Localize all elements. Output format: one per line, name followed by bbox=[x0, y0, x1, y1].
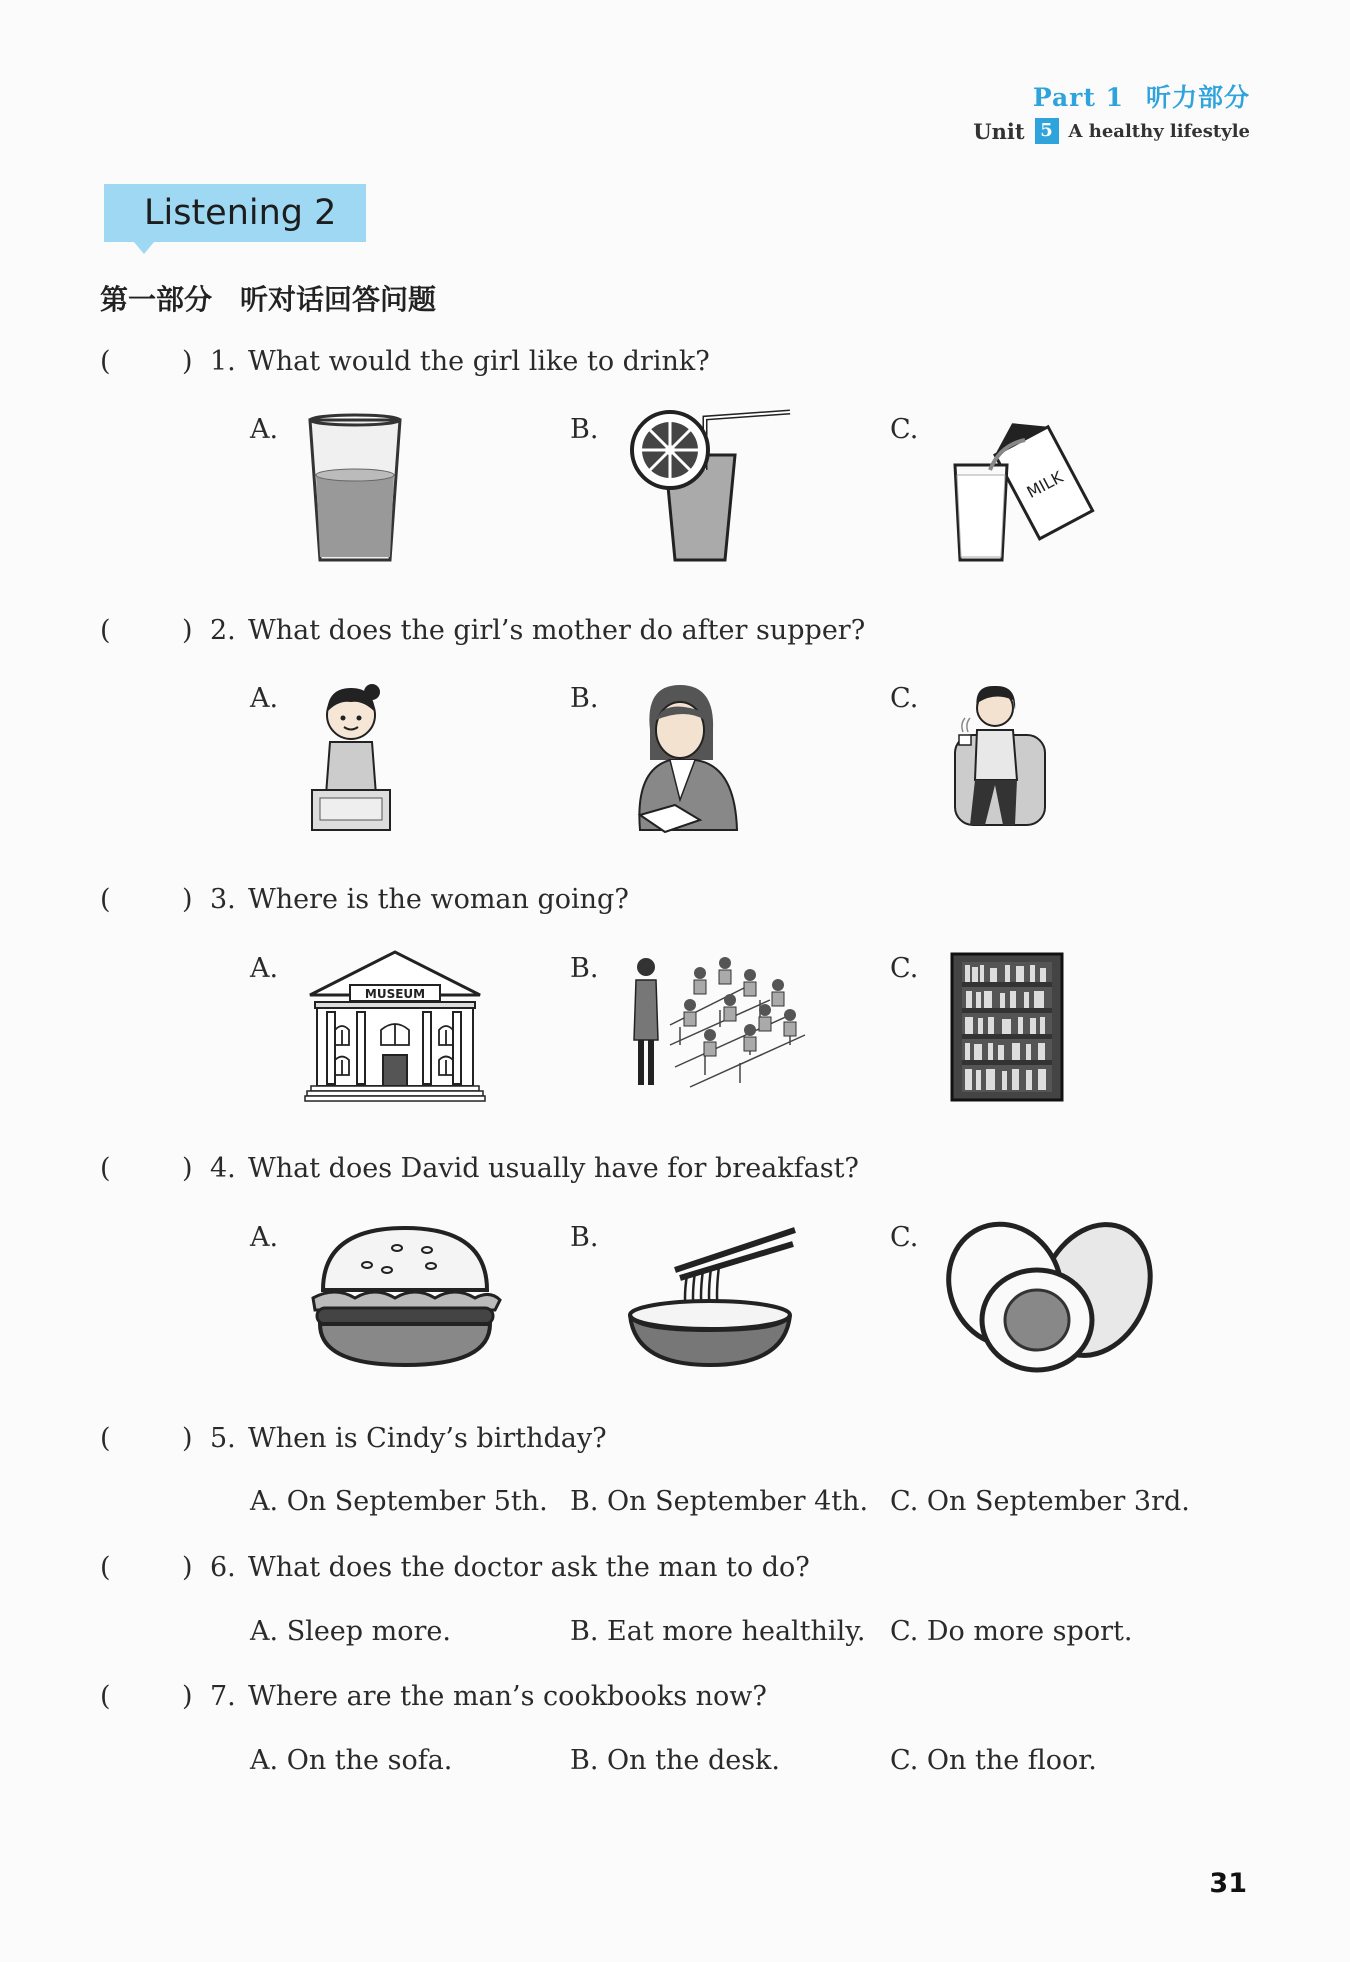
option-b-label: B. bbox=[570, 414, 599, 445]
question-4 bbox=[100, 1153, 859, 1184]
unit-number-badge: 5 bbox=[1035, 118, 1059, 144]
answer-paren-open: ( bbox=[100, 884, 111, 915]
option-a-label: A. bbox=[250, 953, 279, 984]
question-text: Where is the woman going? bbox=[248, 884, 629, 915]
option-a-text: On the sofa. bbox=[286, 1745, 453, 1776]
option-c-label: C. bbox=[890, 1486, 919, 1517]
option-a-text: Sleep more. bbox=[286, 1616, 451, 1647]
answer-paren-close: ) bbox=[182, 615, 193, 646]
listening-tag: Listening 2 bbox=[104, 184, 366, 242]
question-text: When is Cindy’s birthday? bbox=[248, 1423, 607, 1454]
question-5 bbox=[100, 1423, 607, 1454]
option-b-label: B. bbox=[570, 1616, 599, 1647]
question-number: 7. bbox=[210, 1681, 236, 1712]
option-b-label: B. bbox=[570, 953, 599, 984]
answer-paren-open: ( bbox=[100, 1153, 111, 1184]
museum-sign: MUSEUM bbox=[364, 987, 426, 1001]
answer-paren-open: ( bbox=[100, 1681, 111, 1712]
part-label-cn: 听力部分 bbox=[1145, 83, 1250, 112]
option-c bbox=[890, 1486, 1190, 1517]
answer-paren-close: ) bbox=[182, 1681, 193, 1712]
answer-paren-close: ) bbox=[182, 1153, 193, 1184]
option-c-text: Do more sport. bbox=[926, 1616, 1133, 1647]
option-c-label: C. bbox=[890, 683, 919, 714]
museum-building-icon bbox=[305, 950, 485, 1102]
milk-carton-text: MILK bbox=[1023, 467, 1066, 502]
option-a-label: A. bbox=[250, 1616, 279, 1647]
question-number: 1. bbox=[210, 346, 236, 377]
option-c-text: On the floor. bbox=[926, 1745, 1097, 1776]
question-3 bbox=[100, 884, 629, 915]
answer-paren-open: ( bbox=[100, 1423, 111, 1454]
option-a-label: A. bbox=[250, 1222, 279, 1253]
question-2 bbox=[100, 615, 865, 646]
option-c bbox=[890, 1616, 1132, 1647]
option-c-label: C. bbox=[890, 414, 919, 445]
question-number: 2. bbox=[210, 615, 236, 646]
unit-label: Unit bbox=[973, 118, 1025, 144]
option-c-label: C. bbox=[890, 1616, 919, 1647]
drinking-tea-in-armchair-icon bbox=[945, 680, 1045, 835]
question-number: 4. bbox=[210, 1153, 236, 1184]
hamburger-icon bbox=[305, 1220, 505, 1370]
header-part bbox=[1033, 78, 1250, 114]
option-b bbox=[570, 1486, 868, 1517]
option-a-label: A. bbox=[250, 414, 279, 445]
question-text: What does the girl’s mother do after supper? bbox=[248, 615, 866, 646]
option-c-label: C. bbox=[890, 1745, 919, 1776]
juice-glass-icon bbox=[305, 415, 405, 565]
option-a bbox=[250, 1616, 451, 1647]
option-a bbox=[250, 1745, 452, 1776]
answer-paren-open: ( bbox=[100, 615, 111, 646]
option-a-text: On September 5th. bbox=[286, 1486, 548, 1517]
unit-name: A healthy lifestyle bbox=[1068, 120, 1250, 142]
option-c-label: C. bbox=[890, 953, 919, 984]
question-number: 3. bbox=[210, 884, 236, 915]
option-b-text: Eat more healthily. bbox=[607, 1616, 866, 1647]
option-a-label: A. bbox=[250, 1745, 279, 1776]
answer-paren-close: ) bbox=[182, 884, 193, 915]
classroom-icon bbox=[630, 955, 820, 1105]
option-a-label: A. bbox=[250, 683, 279, 714]
answer-paren-close: ) bbox=[182, 1552, 193, 1583]
eggs-icon bbox=[945, 1215, 1155, 1375]
answer-paren-close: ) bbox=[182, 346, 193, 377]
milk-carton-and-glass-icon bbox=[945, 415, 1095, 565]
option-c-text: On September 3rd. bbox=[926, 1486, 1190, 1517]
option-b-label: B. bbox=[570, 1486, 599, 1517]
header-unit bbox=[973, 118, 1250, 144]
washing-dishes-icon bbox=[308, 680, 393, 835]
option-c-label: C. bbox=[890, 1222, 919, 1253]
question-number: 6. bbox=[210, 1552, 236, 1583]
answer-paren-open: ( bbox=[100, 346, 111, 377]
question-text: What would the girl like to drink? bbox=[248, 346, 710, 377]
question-1 bbox=[100, 346, 710, 377]
question-text: What does David usually have for breakfast? bbox=[248, 1153, 859, 1184]
section-title: 第一部分 听对话回答问题 bbox=[100, 283, 437, 316]
answer-paren-open: ( bbox=[100, 1552, 111, 1583]
option-b-label: B. bbox=[570, 1222, 599, 1253]
option-b-text: On the desk. bbox=[607, 1745, 780, 1776]
option-a bbox=[250, 1486, 548, 1517]
question-7 bbox=[100, 1681, 767, 1712]
lemonade-with-straw-icon bbox=[625, 410, 795, 570]
question-6 bbox=[100, 1552, 810, 1583]
question-number: 5. bbox=[210, 1423, 236, 1454]
part-label: Part 1 bbox=[1032, 83, 1124, 112]
page-number: 31 bbox=[1209, 1868, 1247, 1899]
option-b-text: On September 4th. bbox=[607, 1486, 869, 1517]
option-a-label: A. bbox=[250, 1486, 279, 1517]
question-text: Where are the man’s cookbooks now? bbox=[248, 1681, 767, 1712]
option-c bbox=[890, 1745, 1097, 1776]
bookshelf-icon bbox=[950, 952, 1065, 1102]
option-b-label: B. bbox=[570, 683, 599, 714]
noodle-bowl-icon bbox=[625, 1220, 795, 1370]
option-b bbox=[570, 1616, 865, 1647]
reading-book-icon bbox=[625, 680, 745, 835]
option-b bbox=[570, 1745, 780, 1776]
question-text: What does the doctor ask the man to do? bbox=[248, 1552, 810, 1583]
answer-paren-close: ) bbox=[182, 1423, 193, 1454]
option-b-label: B. bbox=[570, 1745, 599, 1776]
